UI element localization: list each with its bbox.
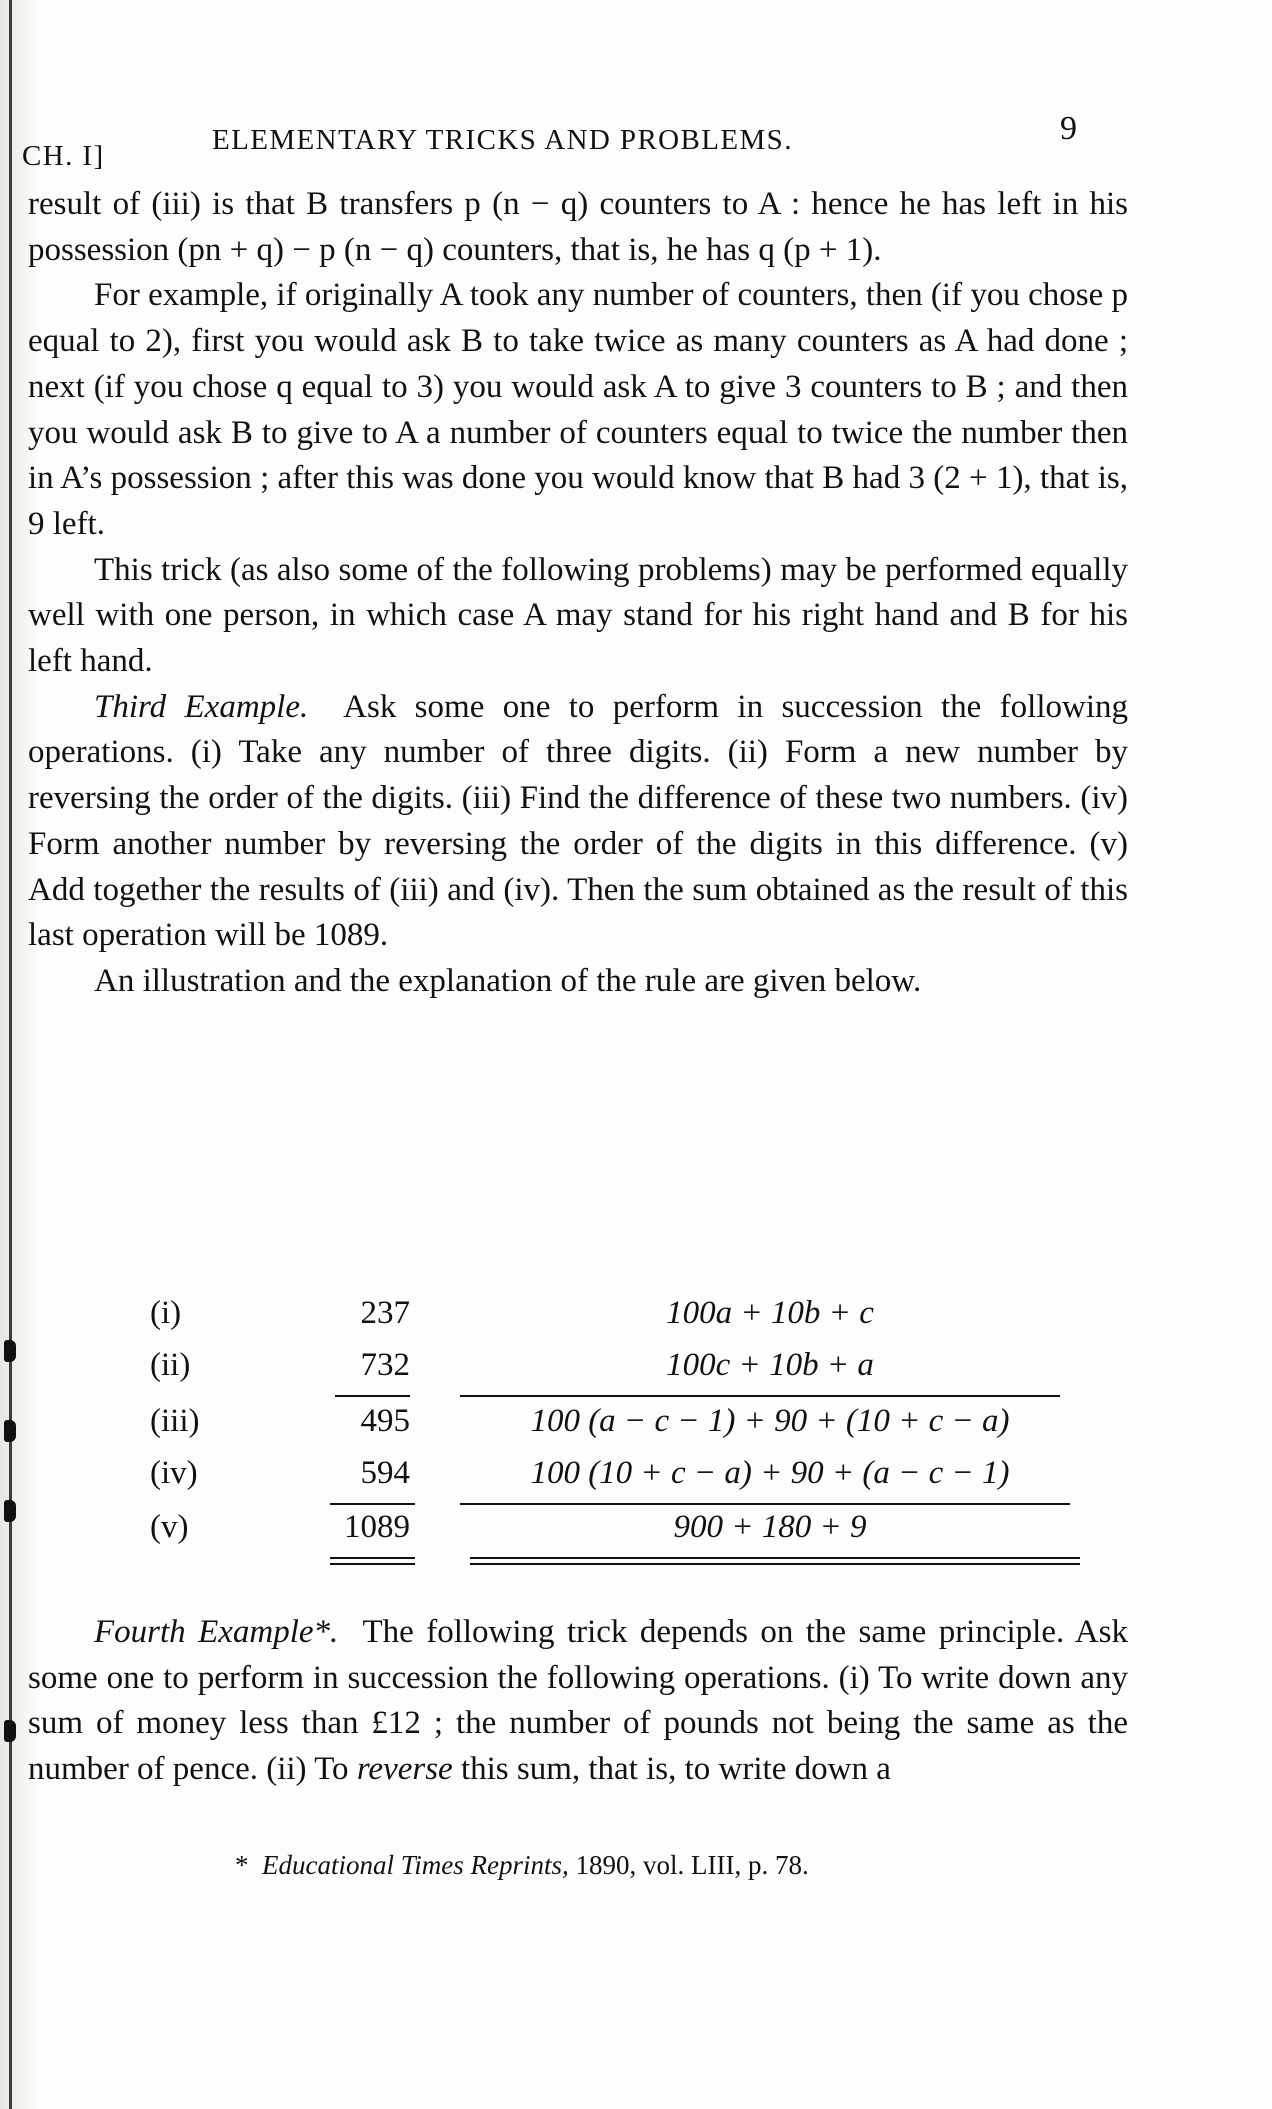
subtraction-rule [335,1395,410,1397]
fourth-example-text: The following trick depends on the same principle. Ask some one to perform in succession the following operations. (i) To write down any sum of money less than £12 ; the number of pounds not being the same as the number of pence. (ii) To [28,1614,1128,1788]
step-algebra: 900 + 180 + 9 [673,1509,867,1545]
third-example-text: Ask some one to perform in succession the following operations. (i) Take any number of three digits. (ii) Form a new number by reversing the order of the digits. (iii) Find the difference of these two numbers. (iv) Form another number by reversing the order of the digits in this difference. (v) Add together the results of (iii) and (iv). Then the sum obtained as the result of this last operation will be 1089. [28,688,1128,954]
third-example-paragraph [28,685,1128,959]
running-title: ELEMENTARY TRICKS AND PROBLEMS. [212,124,793,156]
table-row [130,1509,1090,1559]
table-row [130,1295,1090,1345]
table-row [130,1403,1090,1453]
page-number: 9 [1060,110,1077,147]
third-example-label: Third Example. [94,688,309,725]
binding-thread-mark [4,1500,16,1522]
addition-rule [460,1503,1070,1505]
footnote-volume: LIII [691,1850,735,1880]
fourth-example-text-end: this sum, that is, to write down a [460,1751,891,1788]
step-algebra: 100a + 10b + c [666,1295,874,1331]
step-algebra: 100 (10 + c − a) + 90 + (a − c − 1) [530,1455,1010,1491]
step-label: (iv) [150,1455,198,1491]
body-text [28,182,1128,1005]
footnote-year: 1890, vol. [575,1850,685,1880]
addition-rule [330,1503,415,1505]
double-rule [470,1557,1080,1559]
step-number: 1089 [344,1509,410,1545]
table-row [130,1455,1090,1505]
step-number: 495 [360,1403,410,1439]
illustration-table [130,1295,1090,1585]
step-number: 732 [360,1347,410,1383]
double-rule [470,1563,1080,1565]
paragraph: For example, if originally A took any number of counters, then (if you chose p equal to 2), first you would ask B to take twice as many counters as A had done ; next (if you chose q equal to 3) you would ask A to give 3 counters to B ; and then you would ask B to give to A a number of counters equal to twice the number then in A’s possession ; after this was done you would know that B had 3 (2 + 1), that is, 9 left. [28,277,1128,542]
paragraph: This trick (as also some of the following problems) may be performed equally well with one person, in which case A may stand for his right hand and B for his left hand. [28,551,1128,680]
step-label: (v) [150,1509,189,1545]
body-text-continued [28,1610,1128,1793]
illustration-intro: An illustration and the explanation of the rule are given below. [94,962,922,999]
binding-edge [9,0,12,2109]
binding-thread-mark [4,1340,16,1362]
binding-thread-mark [4,1420,16,1442]
double-rule [330,1563,415,1565]
footnote-marker: * [235,1850,249,1880]
table-row [130,1347,1090,1397]
footnote [235,1850,809,1881]
emphasis-word: reverse [356,1751,453,1788]
binding-thread-mark [4,1720,16,1742]
step-number: 594 [360,1455,410,1491]
step-algebra: 100 (a − c − 1) + 90 + (10 + c − a) [530,1403,1010,1439]
chapter-label: CH. I] [22,140,105,172]
fourth-example-paragraph [28,1610,1128,1793]
running-header [22,110,1112,180]
step-number: 237 [360,1295,410,1331]
double-rule [330,1557,415,1559]
footnote-source: Educational Times Reprints, [262,1850,569,1880]
paragraph: result of (iii) is that B transfers p (n − q) counters to A : hence he has left in his possession (pn + q) − p (n − q) counters, that is, he has q (p + 1). [28,186,1128,268]
step-algebra: 100c + 10b + a [666,1347,874,1383]
step-label: (i) [150,1295,182,1331]
step-label: (ii) [150,1347,191,1383]
subtraction-rule [460,1395,1060,1397]
footnote-page: , p. 78. [734,1850,809,1880]
fourth-example-label: Fourth Example*. [94,1614,339,1650]
step-label: (iii) [150,1403,200,1439]
